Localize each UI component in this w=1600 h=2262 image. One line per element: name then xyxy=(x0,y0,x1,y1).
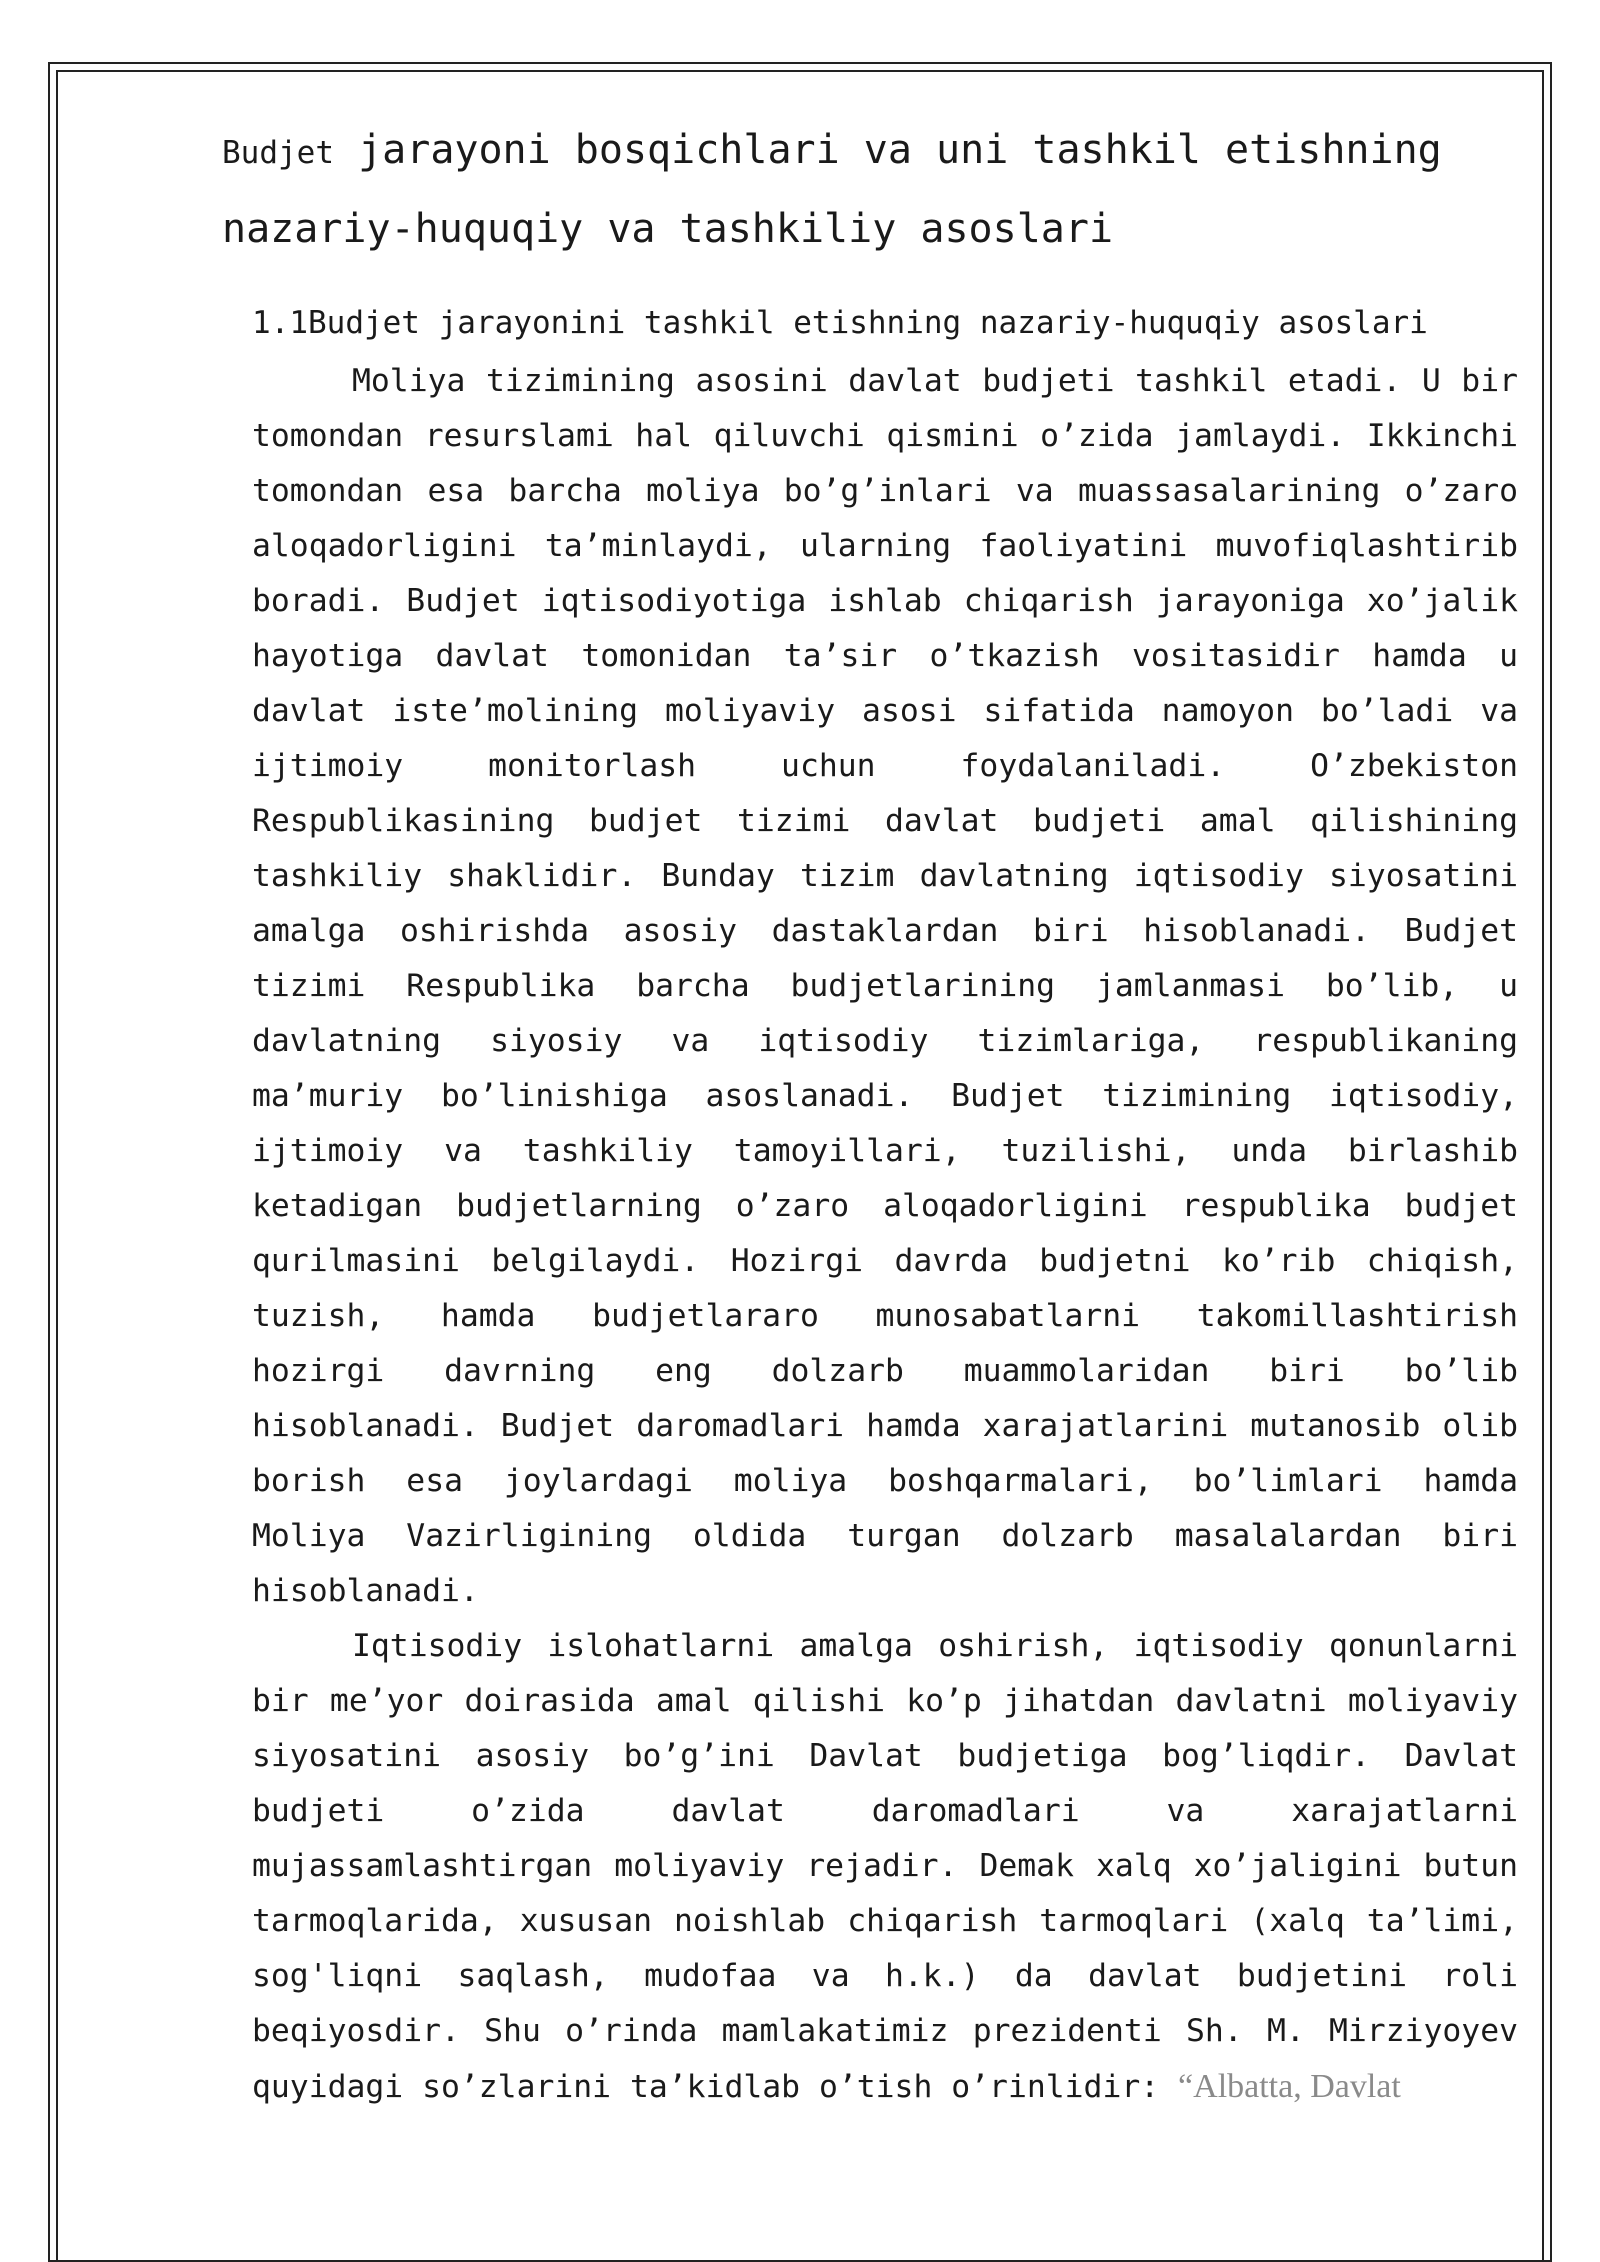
document-title xyxy=(222,112,1522,267)
paragraph-1: Moliya tizimining asosini davlat budjeti tashkil etadi. U bir tomondan resurslami hal qiluvchi qismini o’zida jamlaydi. Ikkinchi tomondan esa barcha moliya bo’g’inlari va muassasalarining o’zaro aloqadorligini ta’minlaydi, ularning faoliyatini muvofiqlashtirib boradi. Budjet iqtisodiyotiga ishlab chiqarish jarayoniga xo’jalik hayotiga davlat tomonidan ta’sir o’tkazish vositasidir hamda u davlat iste’molining moliyaviy asosi sifatida namoyon bo’ladi va ijtimoiy monitorlash uchun foydalaniladi. O’zbekiston Respublikasining budjet tizimi davlat budjeti amal qilishining tashkiliy shaklidir. Bunday tizim davlatning iqtisodiy siyosatini amalga oshirishda asosiy dastaklardan biri hisoblanadi. Budjet tizimi Respublika barcha budjetlarining jamlanmasi bo’lib, u davlatning siyosiy va iqtisodiy tizimlariga, respublikaning ma’muriy bo’linishiga asoslanadi. Budjet tizimining iqtisodiy, ijtimoiy va tashkiliy tamoyillari, tuzilishi, unda birlashib ketadigan budjetlarning o’zaro aloqadorligini respublika budjet qurilmasini belgilaydi. Hozirgi davrda budjetni ko’rib chiqish, tuzish, hamda budjetlararo munosabatlarni takomillashtirish hozirgi davrning eng dolzarb muammolaridan biri bo’lib hisoblanadi. Budjet daromadlari hamda xarajatlarini mutanosib olib borish esa joylardagi moliya boshqarmalari, bo’limlari hamda Moliya Vazirligining oldida turgan dolzarb masalalardan biri hisoblanadi. xyxy=(252,363,1518,1609)
title-rest: jarayoni bosqichlari va uni tashkil etishning nazariy-huquqiy va tashkiliy asoslari xyxy=(222,127,1442,252)
quote-start: “Albatta, Davlat xyxy=(1178,2068,1401,2105)
title-lead-word: Budjet xyxy=(222,135,334,171)
paragraph-2 xyxy=(252,1619,1518,2115)
paragraph-2-text: Iqtisodiy islohatlarni amalga oshirish, iqtisodiy qonunlarni bir me’yor doirasida amal qilishi ko’p jihatdan davlatni moliyaviy siyosatini asosiy bo’g’ini Davlat budjetiga bog’liqdir. Davlat budjeti o’zida davlat daromadlari va xarajatlarni mujassamlashtirgan moliyaviy rejadir. Demak xalq xo’jaligini butun tarmoqlarida, xususan noishlab chiqarish tarmoqlari (xalq ta’limi, sog'liqni saqlash, mudofaa va h.k.) da davlat budjetini roli beqiyosdir. Shu o’rinda mamlakatimiz prezidenti Sh. M. Mirziyoyev quyidagi so’zlarini ta’kidlab o’tish o’rinlidir: xyxy=(252,1628,1518,2105)
document-body xyxy=(252,354,1518,2115)
section-heading: 1.1Budjet jarayonini tashkil etishning nazariy-huquqiy asoslari xyxy=(252,305,1428,341)
